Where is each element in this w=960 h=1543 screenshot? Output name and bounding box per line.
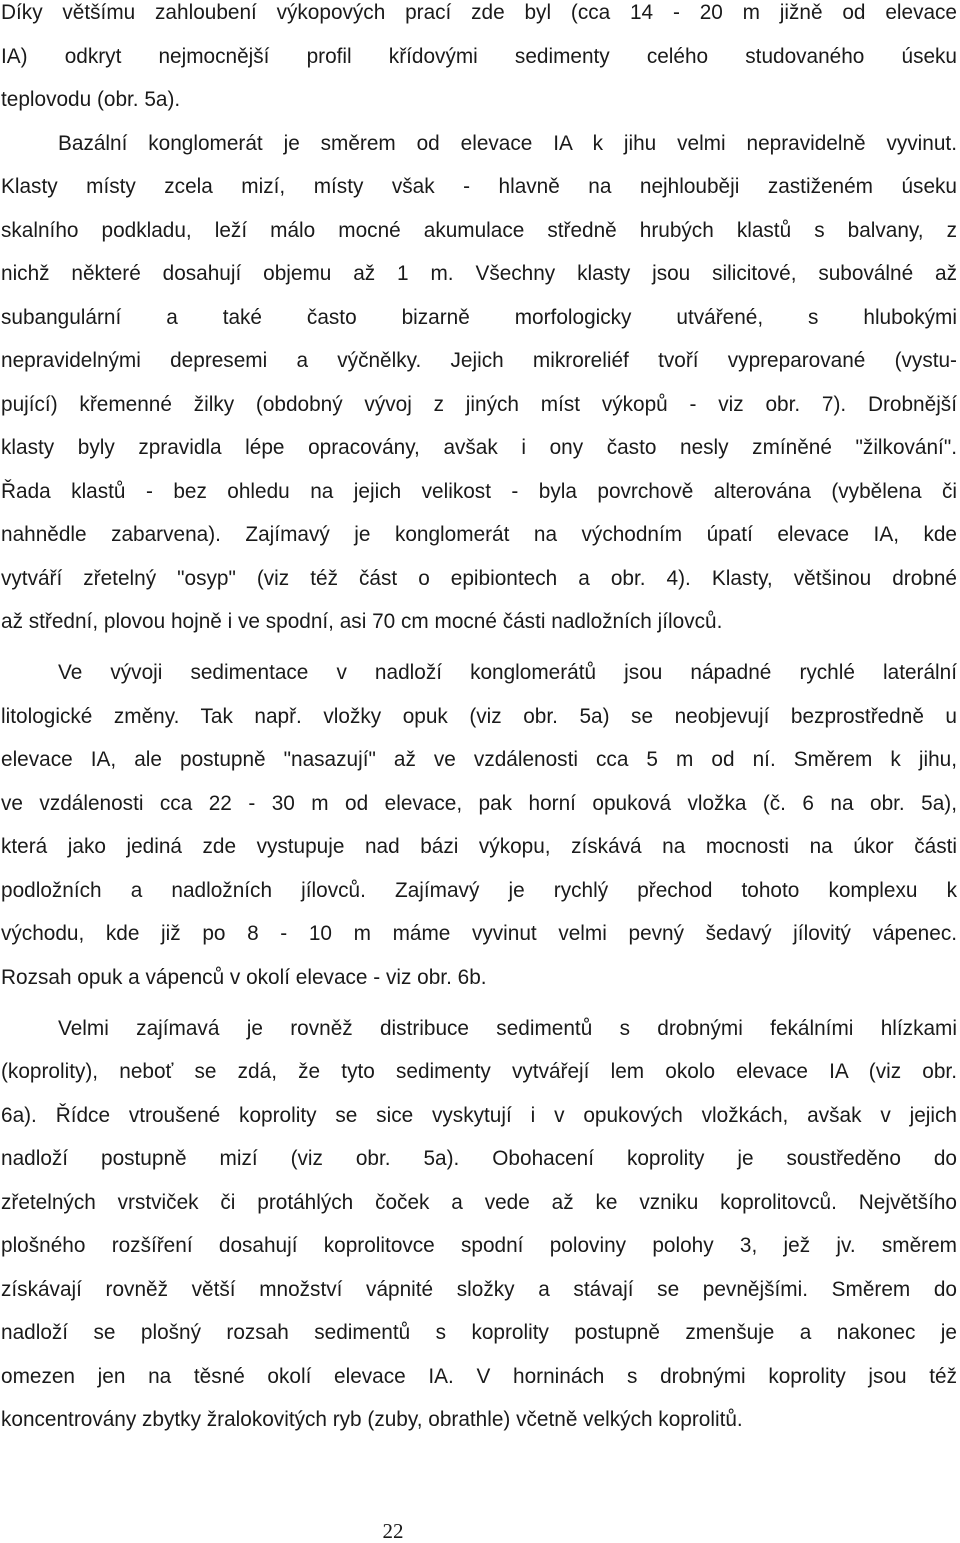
page-number: 22 xyxy=(382,1519,404,1543)
text-line: elevace IA, ale postupně "nasazují" až ve vzdálenosti cca 5 m od ní. Směrem k jihu, xyxy=(1,748,957,771)
text-line: teplovodu (obr. 5a). xyxy=(1,88,181,111)
text-line: ve vzdálenosti cca 22 - 30 m od elevace, pak horní opuková vložka (č. 6 na obr. 5a), xyxy=(1,791,957,815)
paragraph xyxy=(1,0,957,122)
text-line: vytváří zřetelný "osyp" (viz též část o epibiontech a obr. 4). Klasty, většinou drobné xyxy=(1,566,957,590)
paragraph-spacing xyxy=(1,644,957,652)
paragraph xyxy=(1,1007,957,1442)
text-line: získávají rovněž větší množství vápnité složky a stávají se pevnějšími. Směrem do xyxy=(1,1277,957,1301)
text-line: Bazální konglomerát je směrem od elevace IA k jihu velmi nepravidelně vyvinut. xyxy=(58,131,957,155)
text-line: subangulární a také často bizarně morfologicky utvářené, s hlubokými xyxy=(1,305,957,329)
text-line: Díky většímu zahloubení výkopových prací zde byl (cca 14 - 20 m jižně od elevace xyxy=(1,1,957,24)
paragraph xyxy=(1,651,957,999)
text-line: litologické změny. Tak např. vložky opuk (viz obr. 5a) se neobjevují bezprostředně u xyxy=(1,704,957,728)
text-line: Klasty místy zcela mizí, místy však - hlavně na nejhlouběji zastiženém úseku xyxy=(1,175,957,198)
text-line: Rozsah opuk a vápenců v okolí elevace - viz obr. 6b. xyxy=(1,965,487,989)
text-line: 6a). Řídce vtroušené koprolity se sice vyskytují i v opukových vložkách, avšak v jejich xyxy=(1,1103,957,1127)
text-line: nahnědle zabarvena). Zajímavý je konglomerát na východním úpatí elevace IA, kde xyxy=(1,523,957,546)
text-line: nepravidelnými depresemi a výčnělky. Jejich mikroreliéf tvoří vypreparované (vystu- xyxy=(1,349,957,372)
text-line: nichž některé dosahují objemu až 1 m. Všechny klasty jsou silicitové, suboválné až xyxy=(1,262,957,285)
text-line: která jako jediná zde vystupuje nad bázi výkopu, získává na mocnosti na úkor části xyxy=(1,835,957,858)
paragraph xyxy=(1,122,957,644)
body-text xyxy=(1,0,957,1442)
text-line: nadloží se plošný rozsah sedimentů s koprolity postupně zmenšuje a nakonec je xyxy=(1,1321,957,1344)
text-line: koncentrovány zbytky žralokovitých ryb (zuby, obrathle) včetně velkých koprolitů. xyxy=(1,1408,743,1431)
text-line: omezen jen na těsné okolí elevace IA. V horninách s drobnými koprolity jsou též xyxy=(1,1364,957,1388)
paragraph-spacing xyxy=(1,999,957,1007)
text-line: IA) odkryt nejmocnější profil křídovými sedimenty celého studovaného úseku xyxy=(1,44,957,68)
text-line: (koprolity), neboť se zdá, že tyto sedimenty vytvářejí lem okolo elevace IA (viz obr. xyxy=(1,1060,957,1083)
text-line: nadloží postupně mizí (viz obr. 5a). Obohacení koprolity je soustředěno do xyxy=(1,1147,957,1170)
text-line: východu, kde již po 8 - 10 m máme vyvinut velmi pevný šedavý jílovitý vápenec. xyxy=(1,922,957,945)
text-line: zřetelných vrstviček či protáhlých čoček a vede až ke vzniku koprolitovců. Největšího xyxy=(1,1190,957,1214)
text-line: Velmi zajímavá je rovněž distribuce sedimentů s drobnými fekálními hlízkami xyxy=(58,1016,957,1040)
text-line: skalního podkladu, leží málo mocné akumulace středně hrubých klastů s balvany, z xyxy=(1,218,957,242)
text-line: plošného rozšíření dosahují koprolitovce spodní poloviny polohy 3, jež jv. směrem xyxy=(1,1234,957,1257)
text-line: až střední, plovou hojně i ve spodní, asi 70 cm mocné části nadložních jílovců. xyxy=(1,610,723,633)
text-line: pující) křemenné žilky (obdobný vývoj z jiných míst výkopů - viz obr. 7). Drobnější xyxy=(1,392,957,416)
text-line: Ve vývoji sedimentace v nadloží konglomerátů jsou nápadné rychlé laterální xyxy=(58,661,957,684)
text-line: podložních a nadložních jílovců. Zajímavý je rychlý přechod tohoto komplexu k xyxy=(1,878,957,902)
text-line: klasty byly zpravidla lépe opracovány, avšak i ony často nesly zmíněné "žilkování". xyxy=(1,436,957,459)
text-line: Řada klastů - bez ohledu na jejich velikost - byla povrchově alterována (vybělena či xyxy=(1,479,957,503)
